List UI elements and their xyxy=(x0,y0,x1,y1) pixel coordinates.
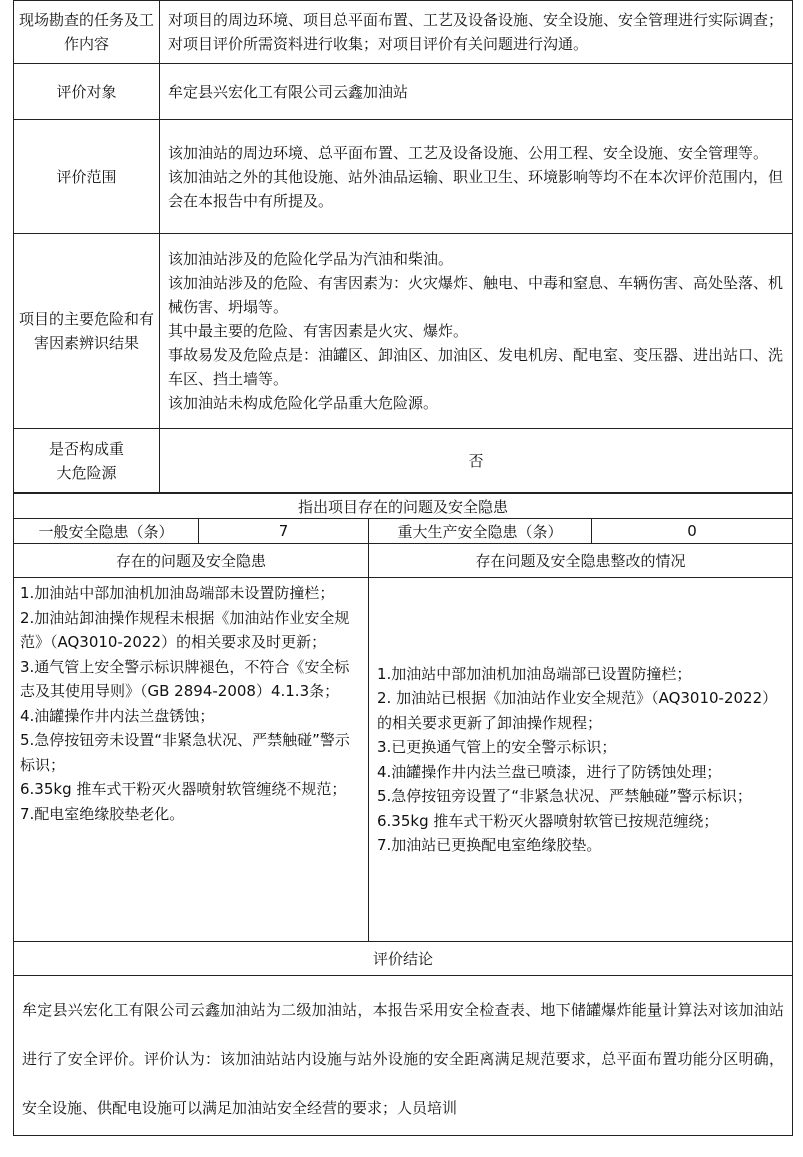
list-item: 7.加油站已更换配电室绝缘胶垫。 xyxy=(377,836,602,854)
problems-column-header: 存在的问题及安全隐患 xyxy=(14,544,369,578)
major-hazard-count: 0 xyxy=(592,519,793,544)
general-hazard-label: 一般安全隐患（条） xyxy=(14,519,199,544)
list-item: 3.通气管上安全警示标识牌褪色，不符合《安全标志及其使用导则》（GB 2894-2008）4.1.3条； xyxy=(20,657,350,700)
list-item: 6.35kg 推车式干粉灭火器喷射软管缠绕不规范； xyxy=(20,780,347,798)
problems-list xyxy=(14,578,369,942)
table-row xyxy=(14,120,793,234)
row-label: 评价对象 xyxy=(14,64,160,120)
table-row xyxy=(14,234,793,429)
major-hazard-label: 重大生产安全隐患（条） xyxy=(369,519,592,544)
list-item: 1.加油站中部加油机加油岛端部已设置防撞栏； xyxy=(377,664,692,683)
row-value: 否 xyxy=(160,429,793,493)
table-row xyxy=(14,578,793,942)
table-row xyxy=(14,519,793,544)
list-item: 6.35kg 推车式干粉灭火器喷射软管已按规范缠绕； xyxy=(377,811,719,830)
row-label: 现场勘查的任务及工作内容 xyxy=(14,1,160,64)
table-row xyxy=(14,64,793,120)
conclusion-title: 评价结论 xyxy=(14,942,793,976)
row-value: 对项目的周边环境、项目总平面布置、工艺及设备设施、安全设施、安全管理进行实际调查；对项目评价所需资料进行收集；对项目评价有关问题进行沟通。 xyxy=(160,1,793,64)
overview-table xyxy=(13,0,793,493)
row-value: 该加油站的周边环境、总平面布置、工艺及设备设施、公用工程、安全设施、安全管理等。 该加油站之外的其他设施、站外油品运输、职业卫生、环境影响等均不在本次评价范围内，但会在本报告中有所提及。 xyxy=(160,120,793,234)
row-value: 牟定县兴宏化工有限公司云鑫加油站 xyxy=(160,64,793,120)
row-label: 项目的主要危险和有害因素辨识结果 xyxy=(14,234,160,429)
table-row xyxy=(14,544,793,578)
list-item: 2.加油站卸油操作规程未根据《加油站作业安全规范》（AQ3010-2022）的相关要求及时更新； xyxy=(20,608,350,651)
list-item: 4.油罐操作井内法兰盘锈蚀； xyxy=(20,706,215,725)
table-row xyxy=(14,494,793,519)
list-item: 2. 加油站已根据《加油站作业安全规范》（AQ3010-2022）的相关要求更新了卸油操作规程； xyxy=(377,689,778,732)
report-document xyxy=(13,0,792,1157)
general-hazard-count: 7 xyxy=(199,519,369,544)
row-label: 评价范围 xyxy=(14,120,160,234)
list-item: 4.油罐操作井内法兰盘已喷漆，进行了防锈蚀处理； xyxy=(377,762,722,781)
rectification-list xyxy=(369,578,793,942)
rectification-column-header: 存在问题及安全隐患整改的情况 xyxy=(369,544,793,578)
issues-section-title: 指出项目存在的问题及安全隐患 xyxy=(14,494,793,519)
row-label: 是否构成重大危险源 xyxy=(14,429,160,493)
table-row xyxy=(14,976,793,1136)
list-item: 1.加油站中部加油机加油岛端部未设置防撞栏； xyxy=(20,584,335,602)
list-item: 5.急停按钮旁设置了“非紧急状况、严禁触碰”警示标识； xyxy=(377,787,752,805)
list-item: 7.配电室绝缘胶垫老化。 xyxy=(20,804,185,823)
list-item: 5.急停按钮旁未设置“非紧急状况、严禁触碰”警示标识； xyxy=(20,731,350,774)
table-row xyxy=(14,1,793,64)
issues-table xyxy=(13,493,793,1136)
table-row xyxy=(14,942,793,976)
conclusion-text: 牟定县兴宏化工有限公司云鑫加油站为二级加油站，本报告采用安全检查表、地下储罐爆炸能量计算法对该加油站进行了安全评价。评价认为：该加油站站内设施与站外设施的安全距离满足规范要求，总平面布置功能分区明确，安全设施、供配电设施可以满足加油站安全经营的要求；人员培训 xyxy=(14,976,793,1136)
row-value: 该加油站涉及的危险化学品为汽油和柴油。 该加油站涉及的危险、有害因素为：火灾爆炸、触电、中毒和窒息、车辆伤害、高处坠落、机械伤害、坍塌等。 其中最主要的危险、有害因素是火灾、爆炸。 事故易发及危险点是：油罐区、卸油区、加油区、发电机房、配电室、变压器、进出站口、洗车区、挡土墙等。 该加油站未构成危险化学品重大危险源。 xyxy=(160,234,793,429)
table-row xyxy=(14,429,793,493)
list-item: 3.已更换通气管上的安全警示标识； xyxy=(377,738,617,756)
